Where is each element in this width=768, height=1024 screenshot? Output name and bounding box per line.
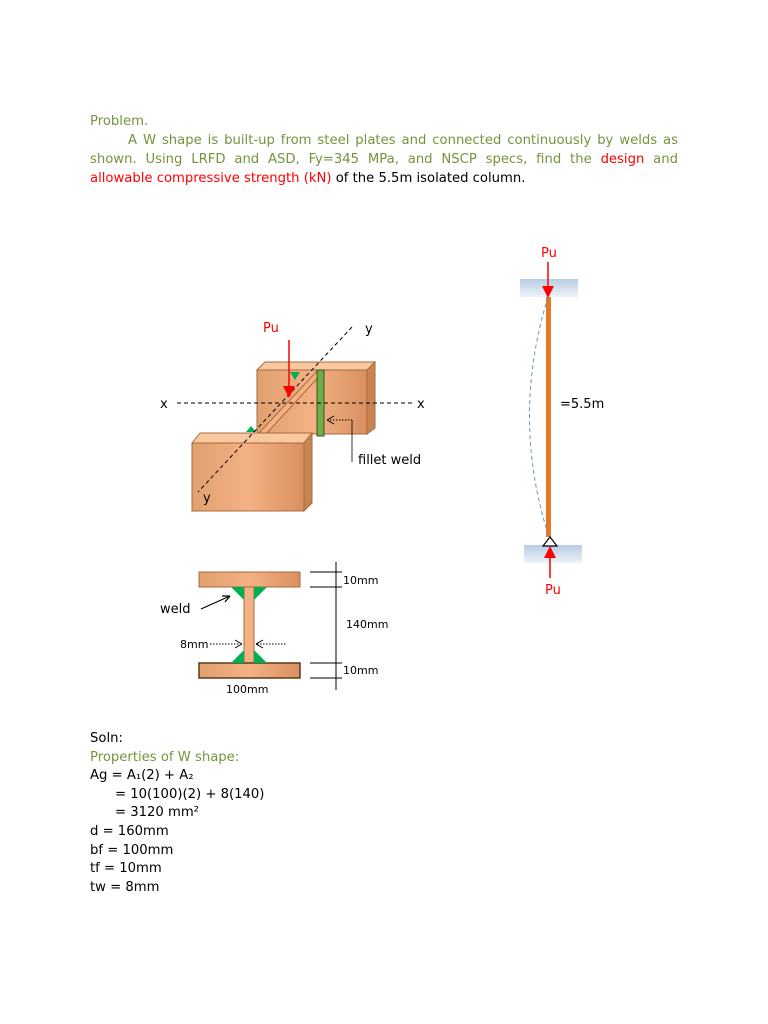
word-and: and	[653, 152, 678, 167]
weld-label: weld	[160, 602, 191, 617]
y-axis-label-top: y	[365, 322, 373, 337]
column-elevation	[520, 246, 604, 598]
keyword-compressive: compressive strength (kN)	[156, 171, 332, 186]
pin-support-icon	[543, 537, 557, 546]
keyword-design: design	[600, 152, 645, 167]
solution-block	[90, 730, 264, 897]
problem-sentence-1: A W shape is built-up from steel plates and connected continuously by welds as shown.	[90, 133, 678, 167]
solution-line-d: d = 160mm	[90, 823, 169, 839]
web-plate	[244, 587, 254, 663]
solution-line-ag: Ag = A₁(2) + A₂	[90, 768, 194, 784]
solution-line-sum: = 10(100)(2) + 8(140)	[115, 786, 265, 802]
y-axis-label-bottom: y	[203, 491, 211, 506]
tw-label: 8mm	[180, 638, 209, 651]
solution-line-bf: bf = 100mm	[90, 842, 174, 858]
load-pu-bottom: Pu	[545, 583, 561, 598]
problem-heading: Problem.	[90, 114, 149, 129]
keyword-allowable: allowable	[90, 171, 153, 186]
column-member	[546, 297, 551, 537]
w-section	[160, 562, 388, 696]
solution-line-result: = 3120 mm²	[115, 805, 199, 821]
problem-end: of the 5.5m isolated column.	[335, 171, 526, 186]
solution-title: Soln:	[90, 731, 123, 746]
bottom-support	[524, 545, 582, 563]
tf-top-label: 10mm	[343, 574, 379, 587]
bf-label: 100mm	[226, 683, 269, 696]
web-height-label: 140mm	[346, 618, 389, 631]
w-shape-3d	[160, 321, 425, 511]
load-pu-3d: Pu	[263, 321, 279, 336]
column-length-label: =5.5m	[560, 397, 605, 412]
top-flange	[199, 572, 300, 587]
x-axis-label-left: x	[160, 397, 168, 412]
fillet-weld-label: fillet weld	[358, 453, 422, 468]
load-pu-top: Pu	[541, 246, 557, 261]
tf-bottom-label: 10mm	[343, 664, 379, 677]
top-support	[520, 279, 578, 297]
solution-line-tf: tf = 10mm	[90, 861, 162, 877]
problem-sentence-2: Using LRFD and ASD, Fy=345 MPa, and NSCP specs, find the	[145, 152, 592, 167]
x-axis-label-right: x	[417, 397, 425, 412]
solution-line-tw: tw = 8mm	[90, 879, 160, 895]
bottom-flange	[199, 663, 300, 678]
solution-subtitle: Properties of W shape:	[90, 749, 240, 765]
